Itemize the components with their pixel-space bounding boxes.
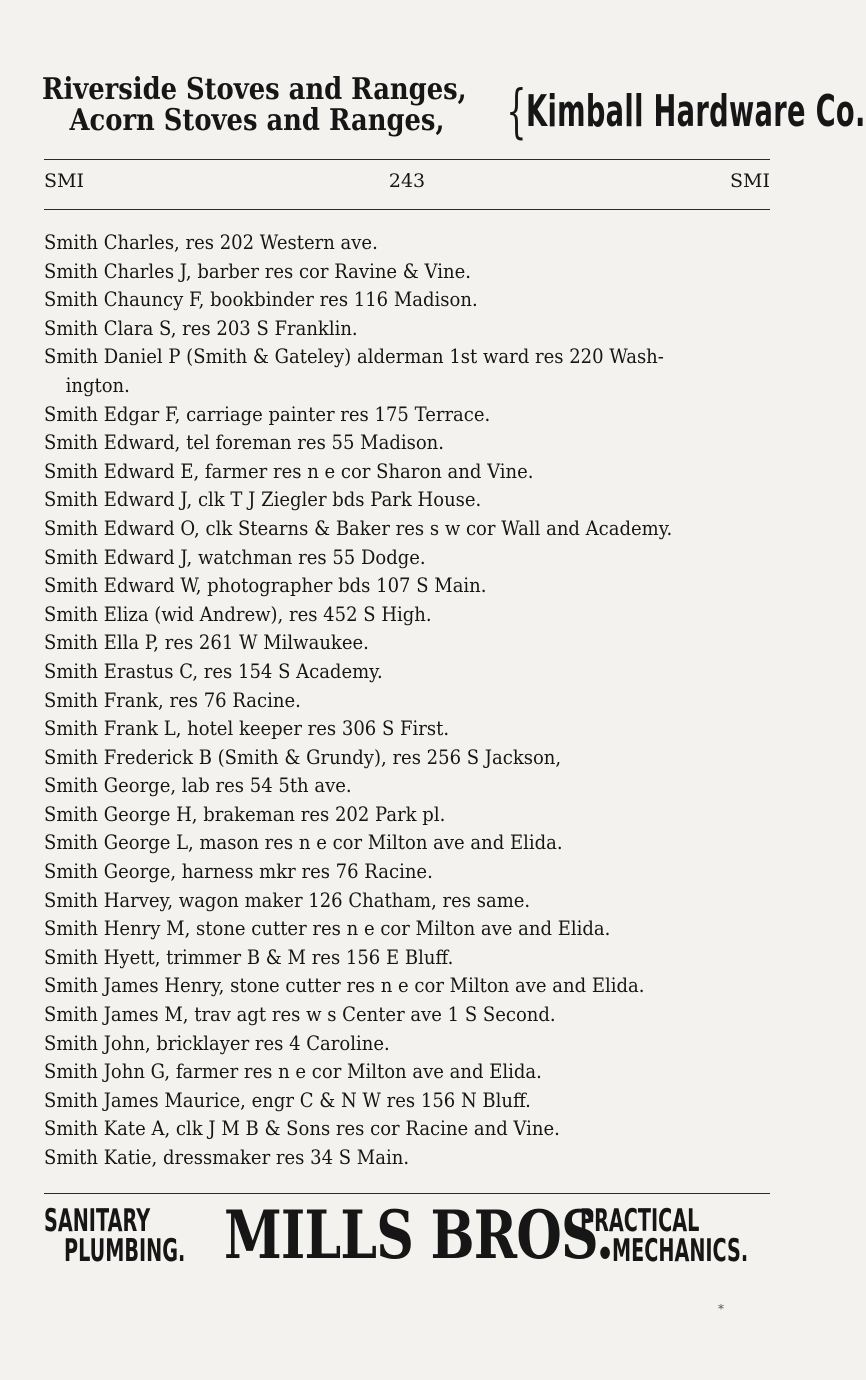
directory-entry: Smith Katie, dressmaker res 34 S Main. <box>44 1145 410 1169</box>
running-header <box>44 170 770 198</box>
directory-entry: Smith Charles J, barber res cor Ravine & Vine. <box>44 258 471 283</box>
directory-entry: Smith James M, trav agt res w s Center ave 1 S Second. <box>44 1002 556 1027</box>
directory-entry: Smith Harvey, wagon maker 126 Chatham, res same. <box>44 887 531 912</box>
directory-entry: Smith James Henry, stone cutter res n e cor Milton ave and Elida. <box>44 973 645 998</box>
print-speck: ⁎ <box>718 1298 724 1312</box>
directory-entry: Smith Edward J, clk T J Ziegler bds Park House. <box>44 487 482 512</box>
directory-entry: Smith John, bricklayer res 4 Caroline. <box>44 1030 390 1055</box>
header-advertisement <box>42 72 866 146</box>
directory-entry: Smith Frank, res 76 Racine. <box>44 687 301 712</box>
directory-entry: Smith Edward W, photographer bds 107 S Main. <box>44 573 487 598</box>
page-number: 243 <box>388 170 426 192</box>
directory-entry-continuation: ington. <box>65 372 130 397</box>
directory-entry: Smith Henry M, stone cutter res n e cor Milton ave and Elida. <box>44 916 611 941</box>
directory-entry: Smith Chauncy F, bookbinder res 116 Madison. <box>44 287 478 312</box>
directory-entry: Smith George, lab res 54 5th ave. <box>44 773 352 798</box>
directory-entry: Smith Eliza (wid Andrew), res 452 S High. <box>44 601 432 626</box>
running-header-right: SMI <box>730 170 770 192</box>
directory-entry: Smith Hyett, trimmer B & M res 156 E Bluff. <box>44 944 454 969</box>
directory-entry: Smith Ella P, res 261 W Milwaukee. <box>44 630 369 655</box>
directory-entry: Smith Edward E, farmer res n e cor Sharon and Vine. <box>44 458 534 483</box>
ad-plumbing: PLUMBING. <box>64 1233 186 1269</box>
directory-entry: Smith James Maurice, engr C & N W res 156 N Bluff. <box>44 1087 531 1112</box>
ad-mills-bros: MILLS BROS. <box>224 1196 614 1274</box>
running-header-left: SMI <box>44 170 84 192</box>
directory-entry: Smith Charles, res 202 Western ave. <box>44 230 378 254</box>
directory-entry: Smith Frank L, hotel keeper res 306 S First. <box>44 716 450 741</box>
directory-entry: Smith Kate A, clk J M B & Sons res cor Racine and Vine. <box>44 1116 560 1141</box>
directory-entry: Smith George H, brakeman res 202 Park pl. <box>44 801 446 826</box>
footer-advertisement <box>42 1196 782 1280</box>
ad-company-name: Kimball Hardware Co. <box>526 86 866 137</box>
directory-entry: Smith Frederick B (Smith & Grundy), res 256 S Jackson, <box>44 744 562 769</box>
directory-listing <box>44 228 784 1172</box>
ad-sanitary: SANITARY <box>44 1203 151 1239</box>
directory-entry: Smith Edward J, watchman res 55 Dodge. <box>44 544 426 569</box>
ad-practical: PRACTICAL <box>580 1203 700 1239</box>
ad-line-riverside: Riverside Stoves and Ranges, <box>42 72 467 107</box>
ad-products <box>42 74 536 136</box>
header-rule <box>44 209 770 210</box>
directory-entry: Smith George L, mason res n e cor Milton ave and Elida. <box>44 830 563 855</box>
directory-entry: Smith Daniel P (Smith & Gateley) alderman 1st ward res 220 Wash- <box>44 344 664 369</box>
top-rule <box>44 159 770 160</box>
ad-brace: { <box>506 77 527 145</box>
directory-entry: Smith Erastus C, res 154 S Academy. <box>44 658 383 683</box>
directory-entry: Smith Edward, tel foreman res 55 Madison. <box>44 430 444 455</box>
directory-entry: Smith Clara S, res 203 S Franklin. <box>44 315 358 340</box>
ad-line-acorn: Acorn Stoves and Ranges, <box>69 103 445 138</box>
directory-entry: Smith John G, farmer res n e cor Milton ave and Elida. <box>44 1059 542 1084</box>
directory-entry: Smith Edward O, clk Stearns & Baker res s w cor Wall and Academy. <box>44 515 673 540</box>
directory-entry: Smith George, harness mkr res 76 Racine. <box>44 859 433 884</box>
directory-entry: Smith Edgar F, carriage painter res 175 Terrace. <box>44 401 491 426</box>
ad-mechanics: MECHANICS. <box>612 1233 749 1269</box>
bottom-rule <box>44 1193 770 1194</box>
